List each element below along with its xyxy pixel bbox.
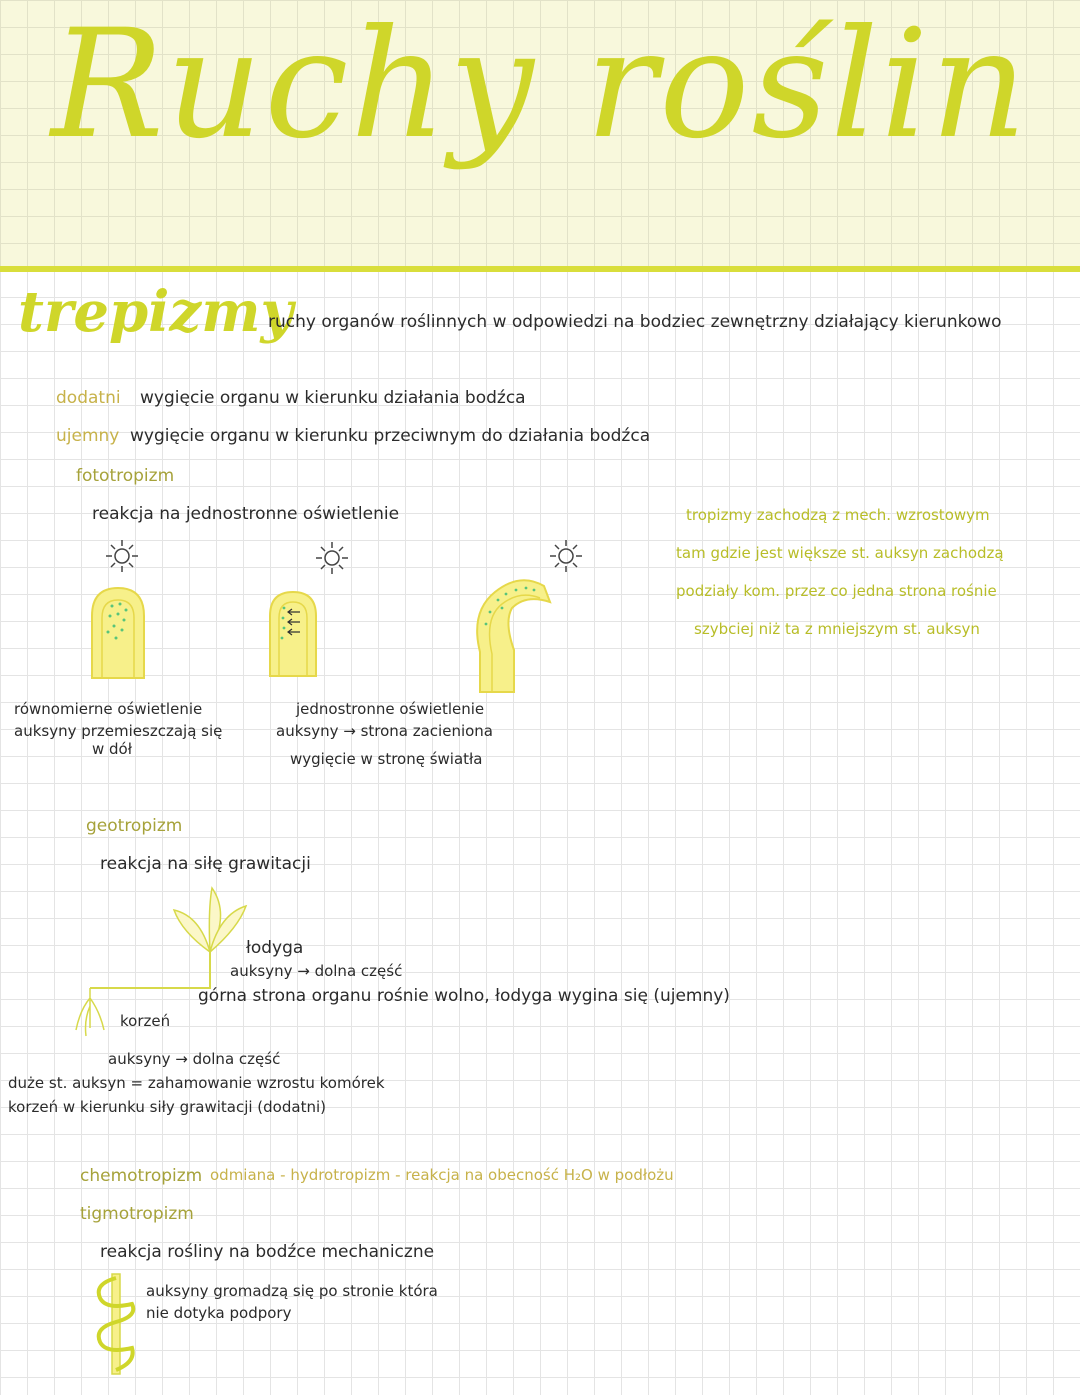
- stem-label: łodyga: [246, 938, 304, 958]
- coleoptile-uniform-light: [88, 586, 148, 678]
- stem-auxin: auksyny → dolna część: [230, 962, 403, 980]
- thigmotropism-desc: reakcja rośliny na bodźce mechaniczne: [100, 1242, 435, 1262]
- stem-growth: górna strona organu rośnie wolno, łodyga wygina się (ujemny): [198, 986, 730, 1006]
- phototropism-note-2: tam gdzie jest większe st. auksyn zachodzą: [676, 544, 1004, 562]
- caption-uniform-auxin: auksyny przemieszczają się: [14, 722, 223, 740]
- thigmotropism-support: nie dotyka podpory: [146, 1304, 292, 1322]
- caption-one-side-light: jednostronne oświetlenie: [296, 700, 485, 718]
- thigmotropism-auxin: auksyny gromadzą się po stronie która: [146, 1282, 438, 1300]
- tropisms-definition: ruchy organów roślinnych w odpowiedzi na bodziec zewnętrzny działający kierunkowo: [268, 312, 1002, 332]
- tendril-support-icon: [92, 1274, 140, 1374]
- caption-bend-toward-light: wygięcie w stronę światła: [290, 750, 483, 768]
- geotropism-desc: reakcja na siłę grawitacji: [100, 854, 311, 874]
- tropisms-heading: trepizmy: [18, 279, 294, 345]
- thigmotropism-label: tigmotropizm: [80, 1204, 194, 1224]
- caption-one-side-auxin: auksyny → strona zacieniona: [276, 722, 494, 740]
- positive-label: dodatni: [56, 388, 121, 408]
- negative-label: ujemny: [56, 426, 120, 446]
- chemotropism-variant: odmiana - hydrotropizm - reakcja na obecność H₂O w podłożu: [210, 1166, 674, 1184]
- coleoptile-bent: [440, 572, 552, 692]
- root-auxin: auksyny → dolna część: [108, 1050, 281, 1068]
- phototropism-note-4: szybciej niż ta z mniejszym st. auksyn: [694, 620, 980, 638]
- sun-icon: [548, 538, 584, 574]
- root-label: korzeń: [120, 1012, 171, 1030]
- chemotropism-label: chemotropizm: [80, 1166, 203, 1186]
- positive-text: wygięcie organu w kierunku działania bodźca: [140, 388, 526, 408]
- page-title: Ruchy roślin: [50, 0, 1030, 172]
- geotropism-label: geotropizm: [86, 816, 183, 836]
- phototropism-note-3: podziały kom. przez co jedna strona rośnie: [676, 582, 997, 600]
- negative-text: wygięcie organu w kierunku przeciwnym do działania bodźca: [130, 426, 651, 446]
- caption-uniform-down: w dół: [92, 740, 132, 758]
- sun-icon: [314, 540, 350, 576]
- root-effect: duże st. auksyn = zahamowanie wzrostu komórek: [8, 1074, 385, 1092]
- sun-icon: [104, 538, 140, 574]
- phototropism-desc: reakcja na jednostronne oświetlenie: [92, 504, 400, 524]
- caption-uniform-light: równomierne oświetlenie: [14, 700, 203, 718]
- title-divider: [0, 266, 1080, 272]
- coleoptile-one-side-light: [266, 590, 320, 676]
- phototropism-note-1: tropizmy zachodzą z mech. wzrostowym: [686, 506, 990, 524]
- phototropism-label: fototropizm: [76, 466, 175, 486]
- root-growth: korzeń w kierunku siły grawitacji (dodatni): [8, 1098, 326, 1116]
